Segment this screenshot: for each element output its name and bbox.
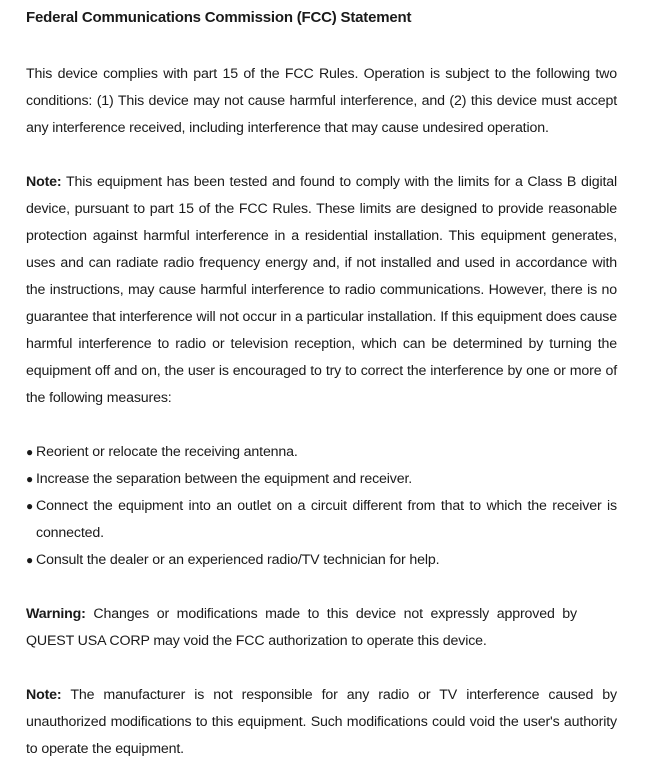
list-item [26,466,617,493]
warning-paragraph [26,601,617,655]
note-label: Note: [26,174,62,190]
page-title: Federal Communications Commission (FCC) Statement [26,9,412,26]
list-item [26,547,617,574]
measure-text: Connect the equipment into an outlet on a circuit different from that to which the receiver is connected. [36,498,617,541]
class-b-note-paragraph [26,169,617,412]
measure-text: Reorient or relocate the receiving antenna. [36,444,298,460]
measure-text: Consult the dealer or an experienced radio/TV technician for help. [36,552,440,568]
warning-label: Warning: [26,606,86,622]
list-item [26,439,617,466]
note-text: This equipment has been tested and found to comply with the limits for a Class B digital device, pursuant to part 15 of the FCC Rules. These limits are designed to provide reasonable protection against harmful interference in a residential installation. This equipment generates, uses and can radiate radio frequency energy and, if not installed and used in accordance with the instructions, may cause harmful interference to radio communications. However, there is no guarantee that interference will not occur in a particular installation. If this equipment does cause harmful interference to radio or television reception, which can be determined by turning the equipment off and on, the user is encouraged to try to correct the interference by one or more of the following measures: [26,174,617,406]
note-text: The manufacturer is not responsible for any radio or TV interference caused by unauthorized modifications to this equipment. Such modifications could void the user's authority to operate the equipment. [26,687,617,757]
list-item [26,493,617,547]
measures-list [26,439,617,574]
warning-text: Changes or modifications made to this device not expressly approved by QUEST USA CORP may void the FCC authorization to operate this device. [26,606,577,649]
bullet-dot-icon: ● [26,445,34,459]
compliance-paragraph: This device complies with part 15 of the FCC Rules. Operation is subject to the following two conditions: (1) This device may not cause harmful interference, and (2) this device must accept any interference received, including interference that may cause undesired operation. [26,66,617,136]
bullet-dot-icon: ● [26,472,34,486]
manufacturer-note-paragraph [26,682,617,763]
measure-text: Increase the separation between the equipment and receiver. [36,471,413,487]
bullet-dot-icon: ● [26,499,34,513]
note-label: Note: [26,687,62,703]
bullet-dot-icon: ● [26,553,34,567]
